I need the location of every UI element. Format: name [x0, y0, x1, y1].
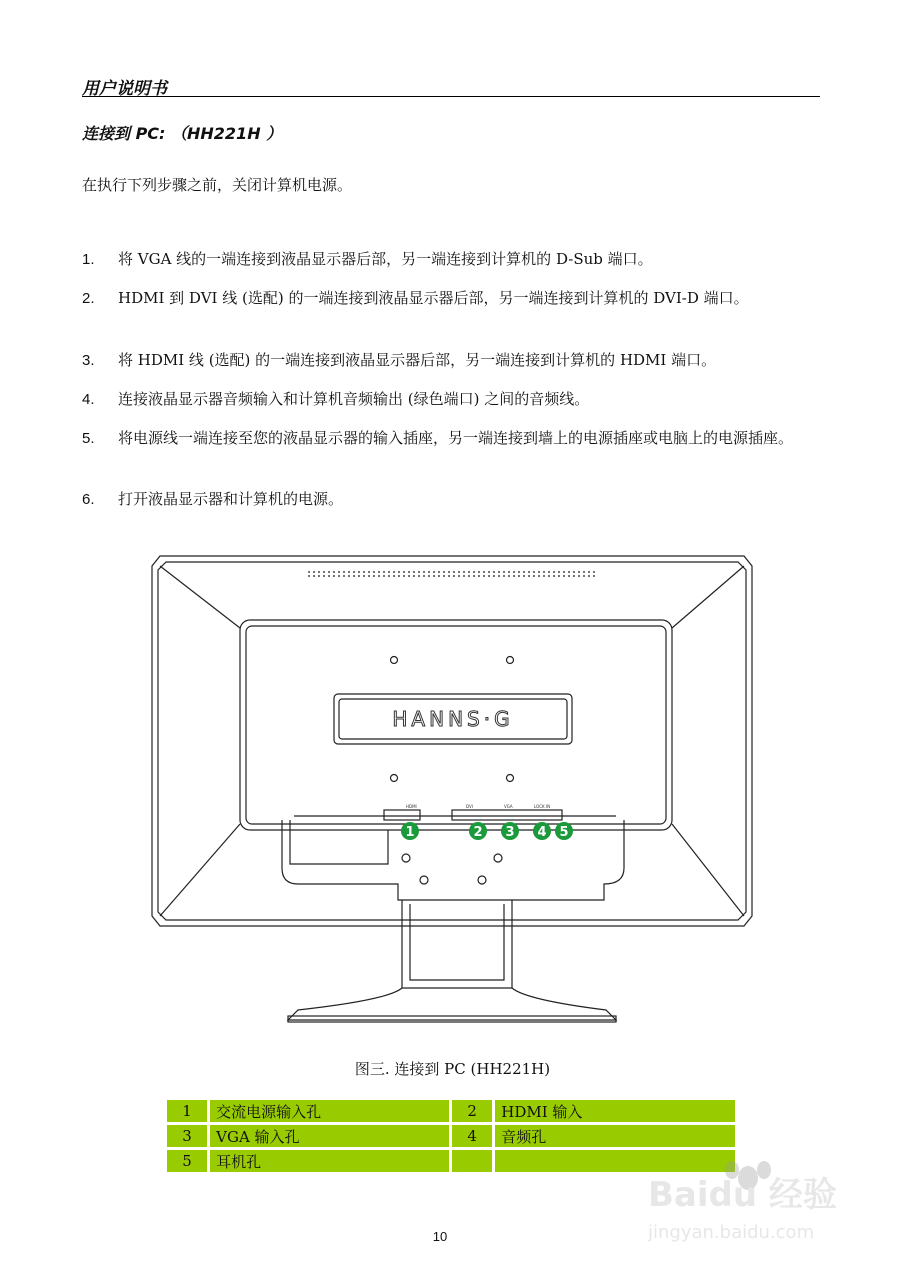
legend-number: 2 [452, 1100, 492, 1122]
watermark-brand: Baidu 经验 [648, 1175, 837, 1215]
port-label: HDMI [406, 804, 417, 809]
step-number: 4. [82, 391, 95, 408]
intro-text: 在执行下列步骤之前，关闭计算机电源。 [82, 176, 353, 194]
legend-number [452, 1150, 492, 1172]
marker-label: 5 [559, 825, 569, 840]
figure-caption: 图三. 连接到 PC (HH221H) [354, 1060, 551, 1078]
step-number: 2. [82, 290, 95, 307]
legend-label: 耳机孔 [210, 1150, 449, 1172]
port-label: DVI [466, 804, 473, 809]
step-number: 6. [82, 491, 95, 508]
port-label: LOCK IN [534, 804, 551, 809]
monitor-rear-diagram [148, 548, 758, 1034]
step-text: 将电源线一端连接至您的液晶显示器的输入插座，另一端连接到墙上的电源插座或电脑上的电源插座。 [118, 429, 794, 447]
table-row [167, 1100, 735, 1122]
step-text: HDMI 到 DVI 线 (选配) 的一端连接到液晶显示器后部，另一端连接到计算机的 DVI-D 端口。 [118, 289, 749, 307]
step-text: 将 VGA 线的一端连接到液晶显示器后部，另一端连接到计算机的 D-Sub 端口。 [118, 250, 653, 268]
brand-logo: HANNS·G [392, 707, 514, 731]
port-label: VGA [504, 804, 513, 809]
section-title: 连接到 PC: （HH221H ） [82, 124, 283, 143]
marker-label: 4 [537, 825, 547, 840]
step-text: 将 HDMI 线 (选配) 的一端连接到液晶显示器后部，另一端连接到计算机的 HDMI 端口。 [118, 351, 717, 369]
step-text: 打开液晶显示器和计算机的电源。 [118, 490, 344, 508]
legend-number: 4 [452, 1125, 492, 1147]
running-header-title: 用户说明书 [82, 79, 167, 99]
step-text: 连接液晶显示器音频输入和计算机音频输出 (绿色端口) 之间的音频线。 [118, 390, 590, 408]
legend-label: 交流电源输入孔 [210, 1100, 449, 1122]
table-row [167, 1125, 735, 1147]
page-number: 10 [432, 1229, 448, 1244]
step-number: 1. [82, 251, 95, 268]
step-number: 3. [82, 352, 95, 369]
legend-label: 音频孔 [495, 1125, 735, 1147]
step-number: 5. [82, 430, 95, 447]
header-rule [82, 96, 820, 97]
legend-label: HDMI 输入 [495, 1100, 735, 1122]
marker-label: 2 [473, 825, 483, 840]
marker-label: 3 [505, 825, 515, 840]
legend-number: 3 [167, 1125, 207, 1147]
watermark-url: jingyan.baidu.com [648, 1222, 815, 1243]
legend-label: VGA 输入孔 [210, 1125, 449, 1147]
legend-number: 5 [167, 1150, 207, 1172]
marker-label: 1 [405, 825, 415, 840]
legend-number: 1 [167, 1100, 207, 1122]
